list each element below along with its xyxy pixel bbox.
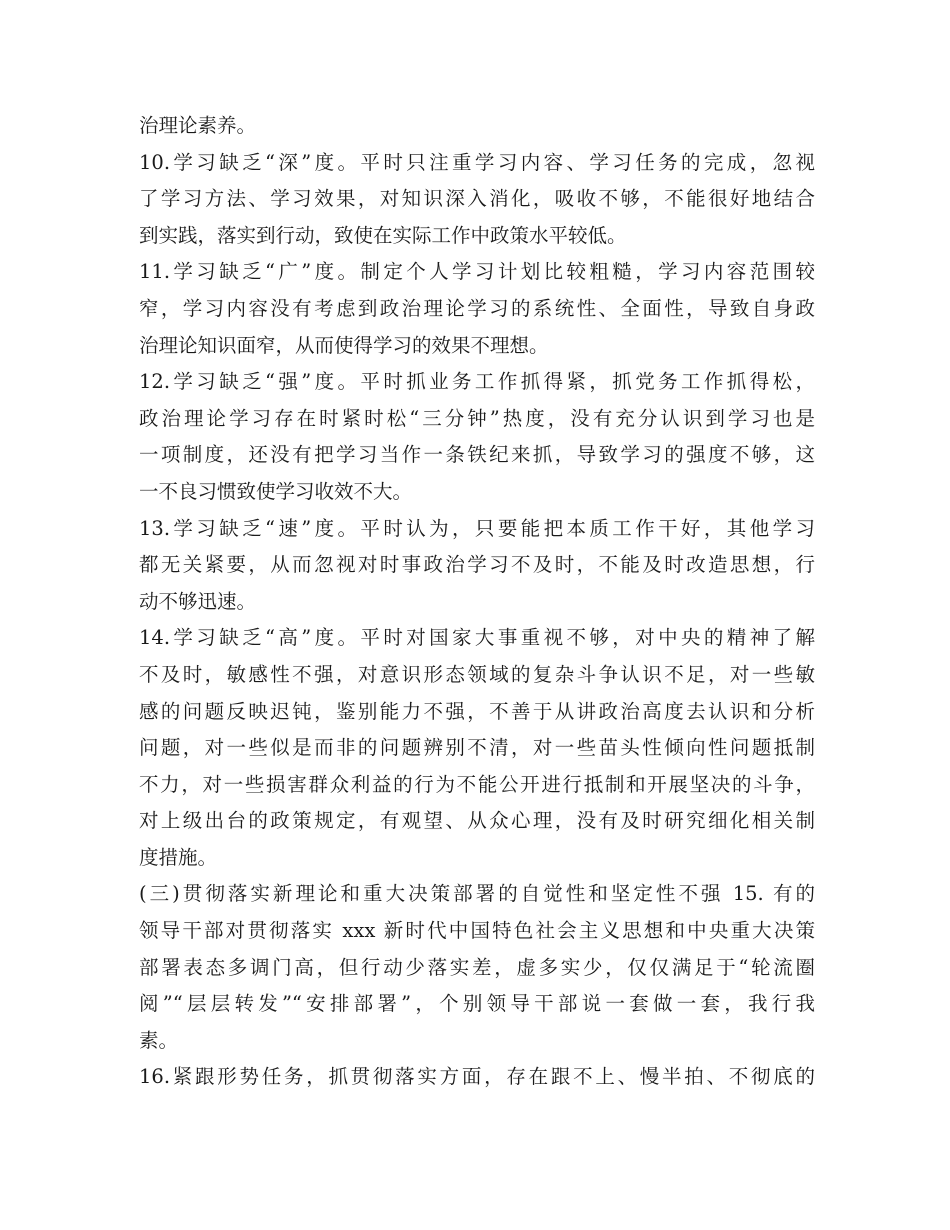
text-line: 16.紧跟形势任务，抓贯彻落实方面，存在跟不上、慢半拍、不彻底的: [139, 1065, 815, 1089]
text-line: 不力，对一些损害群众利益的行为不能公开进行抵制和开展坚决的斗争，: [139, 772, 815, 796]
text-line: 都无关紧要，从而忽视对时事政治学习不及时，不能及时改造思想，行: [139, 553, 815, 577]
text-line: 治理论知识面窄，从而使得学习的效果不理想。: [139, 333, 549, 357]
text-line: 领导干部对贯彻落实 xxx 新时代中国特色社会主义思想和中央重大决策: [139, 919, 815, 943]
text-line: 窄，学习内容没有考虑到政治理论学习的系统性、全面性，导致自身政: [139, 296, 815, 320]
text-line: 治理论素养。: [139, 114, 257, 137]
text-line: 到实践，落实到行动，致使在实际工作中政策水平较低。: [139, 223, 627, 247]
text-line: 素。: [139, 1028, 179, 1052]
text-line: 问题，对一些似是而非的问题辨别不清，对一些苗头性倾向性问题抵制: [139, 736, 815, 760]
text-line: 11.学习缺乏“广”度。制定个人学习计划比较粗糙，学习内容范围较: [139, 260, 815, 284]
text-line: 12.学习缺乏“强”度。平时抓业务工作抓得紧，抓党务工作抓得松，: [139, 370, 815, 394]
text-line: 对上级出台的政策规定，有观望、从众心理，没有及时研究细化相关制: [139, 809, 815, 833]
text-line: 感的问题反映迟钝，鉴别能力不强，不善于从讲政治高度去认识和分析: [139, 699, 815, 723]
text-line: 动不够迅速。: [139, 589, 257, 613]
text-line: 政治理论学习存在时紧时松“三分钟”热度，没有充分认识到学习也是: [139, 406, 815, 430]
text-line: 部署表态多调门高，但行动少落实差，虚多实少，仅仅满足于“轮流圈: [139, 955, 815, 979]
text-line: 阅”“层层转发”“安排部署”，个别领导干部说一套做一套，我行我: [139, 992, 815, 1016]
text-line: 度措施。: [139, 845, 218, 869]
text-line: 10.学习缺乏“深”度。平时只注重学习内容、学习任务的完成，忽视: [139, 150, 815, 174]
text-line: 不及时，敏感性不强，对意识形态领域的复杂斗争认识不足，对一些敏: [139, 662, 815, 686]
text-line: 14.学习缺乏“高”度。平时对国家大事重视不够，对中央的精神了解: [139, 626, 815, 650]
text-line: (三)贯彻落实新理论和重大决策部署的自觉性和坚定性不强 15. 有的: [139, 882, 815, 906]
text-line: 13.学习缺乏“速”度。平时认为，只要能把本质工作干好，其他学习: [139, 516, 815, 540]
document-body: [139, 108, 815, 1096]
text-line: 一不良习惯致使学习收效不大。: [139, 479, 413, 503]
text-line: 了学习方法、学习效果，对知识深入消化，吸收不够，不能很好地结合: [139, 187, 815, 211]
text-line: 一项制度，还没有把学习当作一条铁纪来抓，导致学习的强度不够，这: [139, 443, 815, 467]
